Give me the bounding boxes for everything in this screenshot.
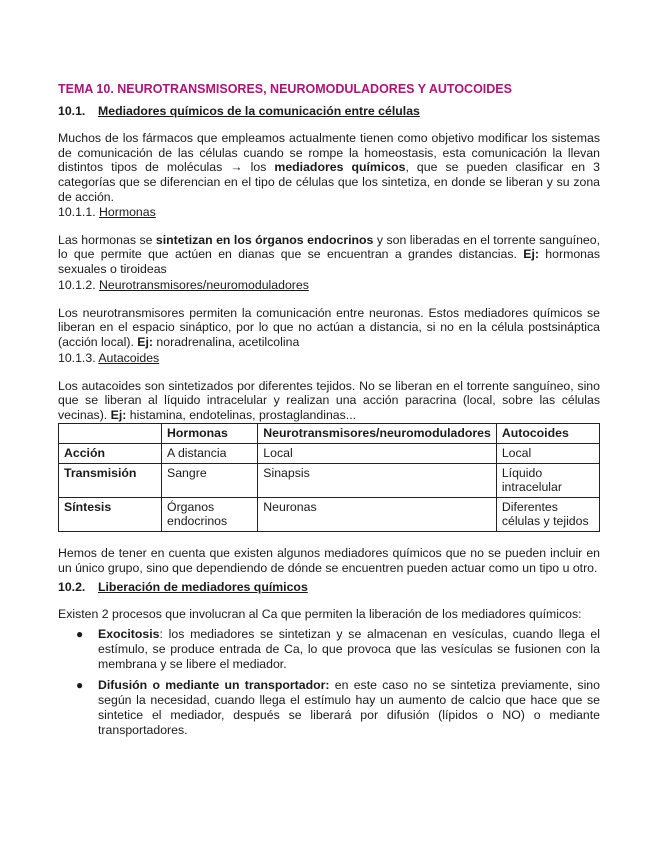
text-run: Muchos de los fármacos que empleamos actualmente tienen como objetivo modificar los sistemas de comunicación de las células cuando se rompe la homeostasis, esta comunicación la llevan distintos tipos de moléculas → los	[58, 131, 600, 175]
autacoides-paragraph	[58, 379, 600, 423]
subsection-number: 10.1.2.	[58, 277, 96, 292]
text-run: histamina, endotelinas, prostaglandinas...	[126, 408, 357, 423]
hormonas-paragraph	[58, 233, 600, 277]
table-cell: Neuronas	[258, 497, 497, 531]
document-title: TEMA 10. NEUROTRANSMISORES, NEUROMODULADORES Y AUTOCOIDES	[58, 82, 512, 96]
text-run: , que se pueden clasificar en 3 categorías que se diferencian en el tipo de células que los sintetiza, en donde se liberan y su zona de acción.	[58, 160, 600, 204]
after-table-paragraph: Hemos de tener en cuenta que existen algunos mediadores químicos que no se pueden incluir en un único grupo, sino que dependiendo de dónde se encuentren pueden actuar como un tipo u otro.	[58, 545, 600, 575]
table-cell: Local	[258, 443, 497, 463]
intro-paragraph	[58, 131, 600, 205]
table-cell: Líquido intracelular	[496, 463, 599, 497]
subsection-heading-10-1-3	[58, 351, 600, 366]
text-run: Los neurotransmisores permiten la comunicación entre neuronas. Estos mediadores químicos se liberan en el espacio sináptico, por lo que no actúan a distancia, si no en la célula postsináptica (acción local).	[58, 305, 600, 350]
example-label: Ej:	[137, 335, 153, 350]
list-item	[58, 627, 600, 672]
section-heading-10-1	[58, 104, 600, 119]
row-header-cell: Transmisión	[59, 463, 162, 497]
bullet-icon: ●	[76, 677, 84, 692]
table-cell: Órganos endocrinos	[162, 497, 258, 531]
table-row	[59, 497, 600, 531]
bold-term: mediadores químicos	[274, 160, 406, 175]
subsection-heading-10-1-2	[58, 278, 600, 293]
table-row	[59, 443, 600, 463]
table-cell: Sangre	[162, 463, 258, 497]
table-cell: Sinapsis	[258, 463, 497, 497]
section-number: 10.1.	[58, 104, 86, 118]
bold-term: sintetizan en los órganos endocrinos	[155, 232, 374, 247]
comparison-table	[58, 423, 600, 532]
subsection-number: 10.1.1.	[58, 204, 96, 219]
table-cell: Diferentes células y tejidos	[496, 497, 599, 531]
example-label: Ej:	[110, 408, 127, 423]
bullet-text: : los mediadores se sintetizan y se almacenan en vesículas, cuando llega el estímulo, se produce entrada de Ca, lo que provoca que las vesículas se fusionen con la membrana y se libere el mediador.	[98, 626, 600, 671]
bullet-icon: ●	[76, 626, 84, 641]
document-page	[58, 82, 600, 738]
bullet-term: Exocitosis	[98, 626, 160, 641]
table-header-cell: Autocoides	[496, 423, 599, 443]
subsection-heading-10-1-1	[58, 205, 600, 220]
section-title: Mediadores químicos de la comunicación entre células	[98, 104, 420, 118]
list-item	[58, 678, 600, 738]
row-header-cell: Síntesis	[59, 497, 162, 531]
example-label: Ej:	[523, 247, 539, 262]
table-cell: A distancia	[162, 443, 258, 463]
subsection-title: Hormonas	[99, 204, 156, 219]
bullet-term: Difusión o mediante un transportador:	[98, 677, 330, 692]
table-header-cell: Hormonas	[162, 423, 258, 443]
subsection-title: Autacoides	[98, 350, 160, 365]
table-header-cell: Neurotransmisores/neuromoduladores	[258, 423, 497, 443]
table-header-row	[59, 423, 600, 443]
table-cell: Local	[496, 443, 599, 463]
text-run: y son liberadas en el torrente sanguíneo, lo que permite que actúen en dianas que se encuentran a grandes distancias.	[58, 232, 601, 262]
text-run: noradrenalina, acetilcolina	[153, 335, 300, 350]
bullet-list	[58, 627, 600, 738]
liberacion-intro: Existen 2 procesos que involucran al Ca que permiten la liberación de los mediadores químicos:	[58, 607, 582, 622]
section-number: 10.2.	[58, 580, 86, 595]
section-heading-10-2	[58, 580, 600, 595]
neuro-paragraph	[58, 306, 600, 350]
text-run: Los autacoides son sintetizados por diferentes tejidos. No se liberan en el torrente sanguíneo, sino que se liberan al líquido intracelular y realizan una acción paracrina (local, sobre las células vecinas).	[58, 378, 600, 423]
subsection-title: Neurotransmisores/neuromoduladores	[99, 277, 309, 292]
bullet-text: en este caso no se sintetiza previamente, sino según la necesidad, cuando llega el estímulo hay un aumento de calcio que hace que se sintetice el mediador, después se liberará por difusión (lípidos o NO) o mediante transportadores.	[98, 677, 600, 737]
row-header-cell: Acción	[59, 443, 162, 463]
section-title: Liberación de mediadores químicos	[98, 580, 308, 595]
text-run: hormonas sexuales o tiroideas	[58, 247, 600, 276]
table-header-cell	[59, 423, 162, 443]
table-row	[59, 463, 600, 497]
text-run: Las hormonas se	[58, 232, 156, 247]
subsection-number: 10.1.3.	[58, 350, 96, 365]
